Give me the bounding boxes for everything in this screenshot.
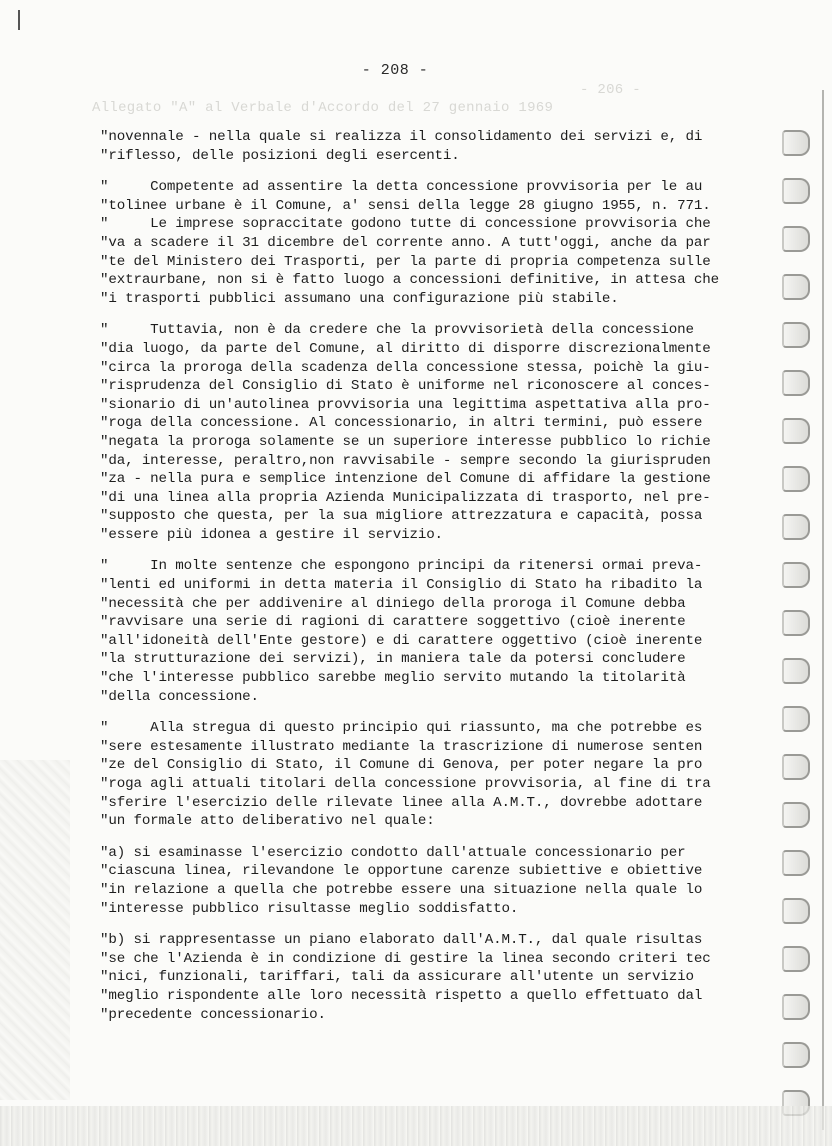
binding-ring: [782, 706, 810, 732]
paragraph-gap: [100, 308, 710, 321]
text-line: "un formale atto deliberativo nel quale:: [100, 813, 435, 830]
text-line: "necessità che per addivenire al diniego della proroga il Comune debba: [100, 595, 686, 612]
text-line: "ciascuna linea, rilevandone le opportune carenze subiettive e obiettive: [100, 863, 703, 880]
binding-ring: [782, 418, 810, 444]
text-line: "va a scadere il 31 dicembre del corrente anno. A tutt'oggi, anche da par: [100, 234, 711, 251]
scan-noise-bottom: [0, 1106, 832, 1146]
binding-ring: [782, 322, 810, 348]
text-line: "che l'interesse pubblico sarebbe meglio servito mutando la titolarità: [100, 670, 686, 687]
binding-ring: [782, 610, 810, 636]
text-line: " Le imprese sopraccitate godono tutte di concessione provvisoria che: [100, 216, 711, 233]
margin-mark: [18, 10, 20, 30]
text-line: "se che l'Azienda è in condizione di gestire la linea secondo criteri tec: [100, 950, 711, 967]
text-line: "tolinee urbane è il Comune, a' sensi della legge 28 giugno 1955, n. 771.: [100, 197, 711, 214]
text-line: "roga agli attuali titolari della concessione provvisoria, al fine di tra: [100, 776, 711, 792]
bleed-through-heading: Allegato "A" al Verbale d'Accordo del 27 gennaio 1969: [92, 100, 554, 116]
binding-ring: [782, 466, 810, 492]
binding-ring: [782, 562, 810, 588]
text-line: "interesse pubblico risultasse meglio soddisfatto.: [100, 900, 519, 917]
bleed-through-page-number: - 206 -: [580, 82, 641, 98]
text-line: "ze del Consiglio di Stato, il Comune di Genova, per poter negare la pro: [100, 757, 703, 774]
paragraph-gap: [100, 831, 710, 844]
binding-ring: [782, 130, 810, 156]
text-line: "lenti ed uniformi in detta materia il Consiglio di Stato ha ribadito la: [100, 577, 703, 594]
text-line: "risprudenza del Consiglio di Stato è uniforme nel riconoscere al conces-: [100, 378, 711, 395]
text-line: "la strutturazione dei servizi), in maniera tale da potersi concludere: [100, 651, 686, 668]
paragraph-gap: [100, 165, 710, 178]
text-line: "della concessione.: [100, 688, 259, 705]
binding-ring: [782, 658, 810, 684]
binding-ring: [782, 754, 810, 780]
text-line: "in relazione a quella che potrebbe essere una situazione nella quale lo: [100, 881, 703, 898]
text-line: "all'idoneità dell'Ente gestore) e di carattere oggettivo (cioè inerente: [100, 632, 703, 649]
text-line: "i trasporti pubblici assumano una configurazione più stabile.: [100, 290, 619, 307]
text-line: "riflesso, delle posizioni degli esercenti.: [100, 147, 460, 164]
page-edge: [822, 90, 824, 1130]
text-line: "extraurbane, non si è fatto luogo a concessioni definitive, in attesa che: [100, 272, 719, 289]
text-line: "essere più idonea a gestire il servizio.: [100, 526, 443, 543]
text-line: " Tuttavia, non è da credere che la provvisorietà della concessione: [100, 322, 694, 339]
binding-ring: [782, 1042, 810, 1068]
text-line: "negata la proroga solamente se un superiore interesse pubblico lo richie: [100, 433, 711, 450]
binding-ring: [782, 946, 810, 972]
binding-ring: [782, 802, 810, 828]
text-line: " Alla stregua di questo principio qui riassunto, ma che potrebbe es: [100, 720, 703, 737]
text-line: "supposto che questa, per la sua migliore attrezzatura e capacità, possa: [100, 508, 703, 525]
text-line: "precedente concessionario.: [100, 1006, 326, 1023]
text-line: "za - nella pura e semplice intenzione del Comune di affidare la gestione: [100, 471, 711, 488]
page-number: - 208 -: [361, 62, 429, 79]
text-line: "a) si esaminasse l'esercizio condotto dall'attuale concessionario per: [100, 844, 686, 861]
binding-ring: [782, 274, 810, 300]
text-line: "sere estesamente illustrato mediante la trascrizione di numerose senten: [100, 738, 703, 755]
binding-ring: [782, 994, 810, 1020]
paragraph-gap: [100, 706, 710, 719]
paragraph-gap: [100, 918, 710, 931]
text-line: "da, interesse, peraltro,non ravvisabile - sempre secondo la giurispruden: [100, 452, 711, 469]
text-line: "b) si rappresentasse un piano elaborato dall'A.M.T., dal quale risultas: [100, 932, 703, 949]
binding-ring: [782, 226, 810, 252]
text-line: "di una linea alla propria Azienda Municipalizzata di trasporto, nel pre-: [100, 489, 711, 506]
spiral-binding: [757, 90, 832, 1130]
text-line: "novennale - nella quale si realizza il consolidamento dei servizi e, di: [100, 129, 703, 145]
text-line: "roga della concessione. Al concessionario, in altri termini, può essere: [100, 415, 703, 432]
text-line: " In molte sentenze che espongono principi da ritenersi ormai preva-: [100, 558, 703, 575]
scan-noise-left: [0, 760, 70, 1100]
text-line: "nici, funzionali, tariffari, tali da assicurare all'utente un servizio: [100, 969, 694, 986]
binding-ring: [782, 514, 810, 540]
text-line: "meglio rispondente alle loro necessità rispetto a quello effettuato dal: [100, 987, 703, 1004]
binding-ring: [782, 178, 810, 204]
text-line: "circa la proroga della scadenza della concessione stessa, poichè la giu-: [100, 359, 711, 376]
text-line: " Competente ad assentire la detta concessione provvisoria per le au: [100, 179, 703, 196]
binding-ring: [782, 370, 810, 396]
text-line: "sionario di un'autolinea provvisoria una legittima aspettativa alla pro-: [100, 396, 711, 413]
text-line: "sferire l'esercizio delle rilevate linee alla A.M.T., dovrebbe adottare: [100, 794, 703, 811]
document-body: [100, 128, 719, 1024]
text-line: "dia luogo, da parte del Comune, al diritto di disporre discrezionalmente: [100, 340, 711, 357]
binding-ring: [782, 850, 810, 876]
paragraph-gap: [100, 544, 710, 557]
text-line: "te del Ministero dei Trasporti, per la parte di propria competenza sulle: [100, 253, 711, 270]
binding-ring: [782, 898, 810, 924]
text-line: "ravvisare una serie di ragioni di carattere soggettivo (cioè inerente: [100, 614, 686, 631]
